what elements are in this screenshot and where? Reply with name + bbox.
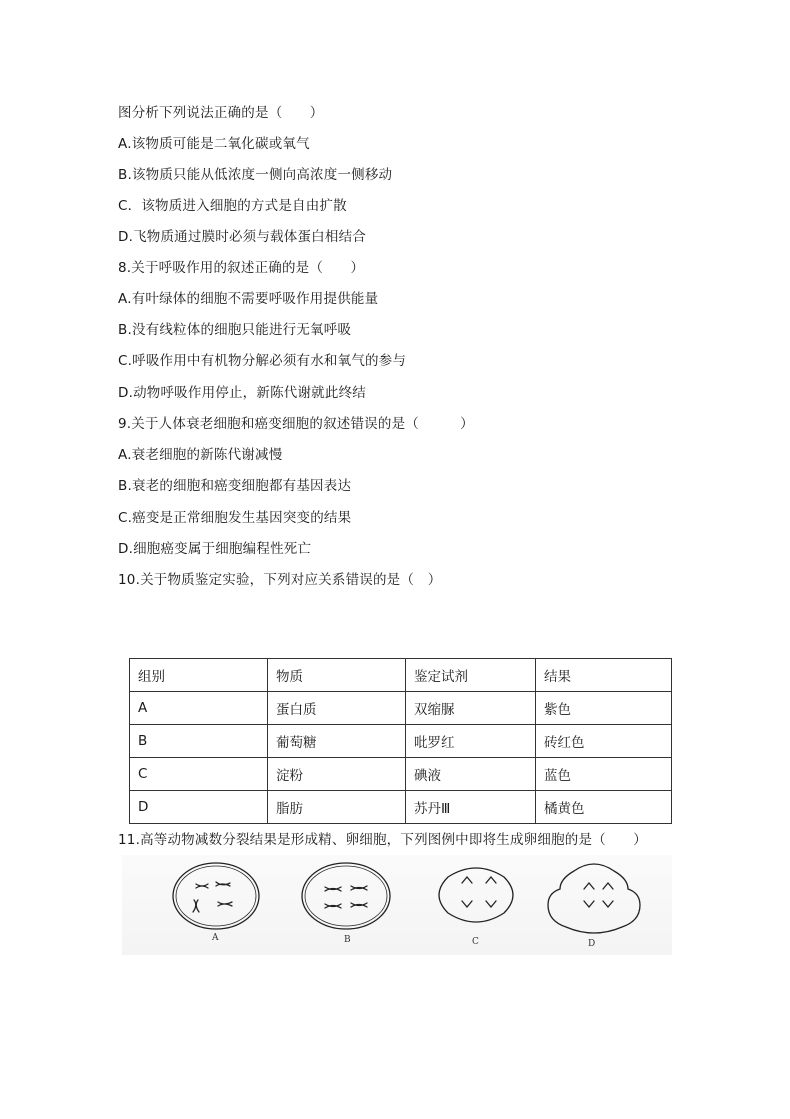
figure-label-c: C [472, 937, 479, 947]
table-cell: A [130, 692, 268, 725]
question-7-stem: 图分析下列说法正确的是（ ） [118, 105, 324, 121]
question-10-stem: 10.关于物质鉴定实验，下列对应关系错误的是（ ） [118, 572, 442, 588]
table-row [130, 758, 672, 791]
table-cell: 砖红色 [536, 725, 672, 758]
reagent-table [129, 658, 672, 824]
cell-division-figure [122, 855, 672, 955]
question-11-stem: 11.高等动物减数分裂结果是形成精、卵细胞，下列图例中即将生成卵细胞的是（ ） [118, 832, 647, 848]
table-cell: B [130, 725, 268, 758]
table-cell: C [130, 758, 268, 791]
figure-label-a: A [212, 933, 219, 943]
table-cell: D [130, 791, 268, 824]
table-cell: 橘黄色 [536, 791, 672, 824]
table-header-cell: 物质 [268, 659, 406, 692]
table-cell: 淀粉 [268, 758, 406, 791]
question-7-option-b: B.该物质只能从低浓度一侧向高浓度一侧移动 [118, 167, 393, 183]
table-cell: 蓝色 [536, 758, 672, 791]
cell-a-diagram [173, 863, 259, 929]
figure-label-d: D [588, 939, 596, 949]
table-header-row [130, 659, 672, 692]
question-7-option-c: C．该物质进入细胞的方式是自由扩散 [118, 198, 347, 214]
question-9-option-a: A.衰老细胞的新陈代谢减慢 [118, 447, 283, 463]
cell-d-diagram [548, 864, 640, 933]
question-8-option-c: C.呼吸作用中有机物分解必须有水和氧气的参与 [118, 353, 407, 369]
question-8-option-a: A.有叶绿体的细胞不需要呼吸作用提供能量 [118, 291, 379, 307]
table-cell: 蛋白质 [268, 692, 406, 725]
question-9-option-b: B.衰老的细胞和癌变细胞都有基因表达 [118, 478, 352, 494]
table-cell: 葡萄糖 [268, 725, 406, 758]
table-cell: 双缩脲 [406, 692, 536, 725]
cell-b-diagram [302, 863, 390, 929]
question-7-option-a: A.该物质可能是二氧化碳或氧气 [118, 136, 310, 152]
question-9-option-c: C.癌变是正常细胞发生基因突变的结果 [118, 510, 352, 526]
table-cell: 紫色 [536, 692, 672, 725]
table-header-cell: 结果 [536, 659, 672, 692]
figure-label-b: B [344, 935, 351, 945]
table-cell: 碘液 [406, 758, 536, 791]
question-8-stem: 8.关于呼吸作用的叙述正确的是（ ） [118, 260, 365, 276]
table-header-cell: 鉴定试剂 [406, 659, 536, 692]
table-cell: 苏丹Ⅲ [406, 791, 536, 824]
table-cell: 脂肪 [268, 791, 406, 824]
table-row [130, 725, 672, 758]
question-7-option-d: D.飞物质通过膜时必须与载体蛋白相结合 [118, 229, 366, 245]
table-row [130, 791, 672, 824]
table-header-cell: 组别 [130, 659, 268, 692]
question-8-option-b: B.没有线粒体的细胞只能进行无氧呼吸 [118, 322, 352, 338]
question-9-option-d: D.细胞癌变属于细胞编程性死亡 [118, 541, 312, 557]
cell-c-diagram [439, 868, 513, 922]
question-9-stem: 9.关于人体衰老细胞和癌变细胞的叙述错误的是（ ） [118, 416, 474, 432]
question-8-option-d: D.动物呼吸作用停止，新陈代谢就此终结 [118, 385, 366, 401]
table-cell: 吡罗红 [406, 725, 536, 758]
table-row [130, 692, 672, 725]
